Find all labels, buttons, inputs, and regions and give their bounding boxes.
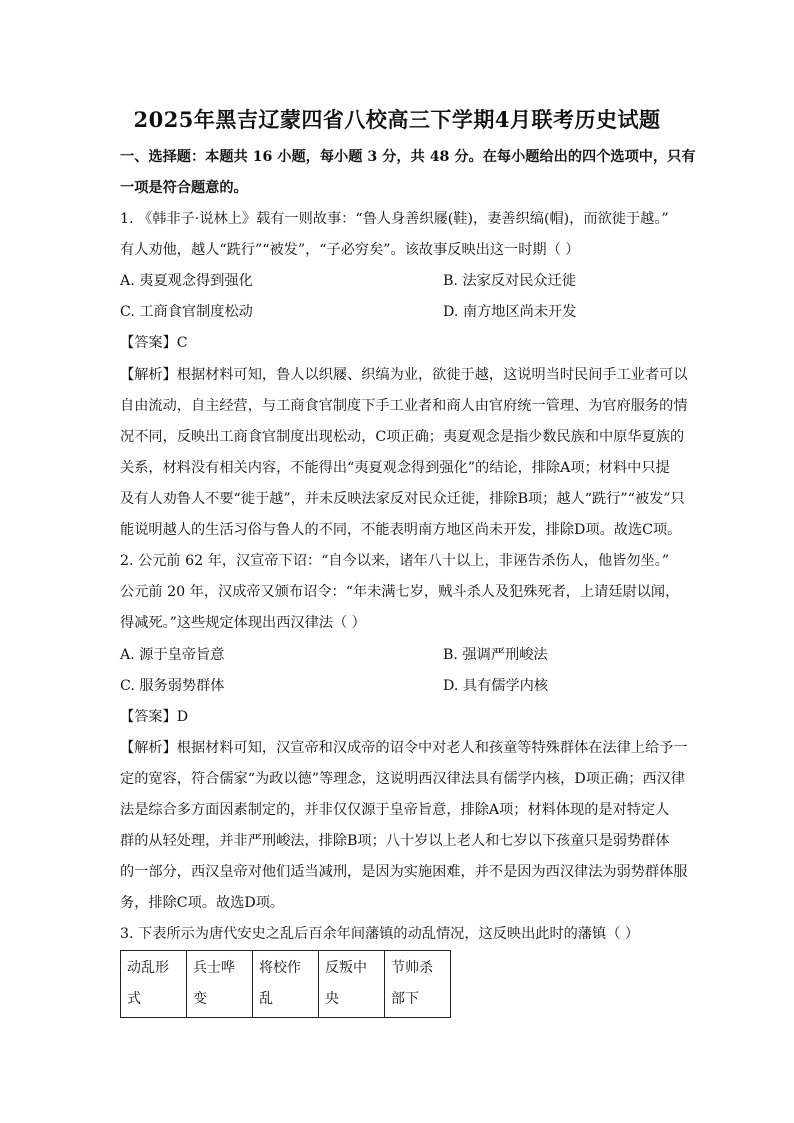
q2-answer: 【答案】D [120, 709, 189, 725]
section-header-line1: 一、选择题：本题共 16 小题，每小题 3 分，共 48 分。在每小题给出的四个选项中，只有 [120, 149, 696, 165]
q1-answer: 【答案】C [120, 335, 188, 351]
q1-analysis-line: 及有人劝鲁人不要“徙于越”，并未反映法家反对民众迁徙，排除B项；越人“跣行”“被发”只 [120, 491, 685, 507]
q2-analysis-line: 法是综合多方面因素制定的，并非仅仅源于皇帝旨意，排除A项；材料体现的是对特定人 [120, 802, 670, 818]
q1-analysis-line: 关系，材料没有相关内容，不能得出“夷夏观念得到强化”的结论，排除A项；材料中只提 [120, 460, 670, 476]
q3-table [120, 950, 451, 1018]
table-cell: 节帅杀部下 [385, 951, 451, 1018]
table-cell: 兵士哗变 [187, 951, 253, 1018]
q2-stem-line1: 2. 公元前 62 年，汉宣帝下诏：“自今以来，诸年八十以上，非诬告杀伤人，他皆勿坐。” [120, 553, 670, 569]
table-cell: 动乱形式 [121, 951, 187, 1018]
table-cell: 反叛中央 [319, 951, 385, 1018]
q2-option-c: C. 服务弱势群体 [120, 678, 225, 694]
q1-stem-line1: 1. 《韩非子·说林上》载有一则故事：“鲁人身善织屦(鞋)，妻善织缟(帽)，而欲徙于越。” [120, 211, 669, 227]
page-title: 2025年黑吉辽蒙四省八校高三下学期4月联考历史试题 [133, 107, 661, 132]
q2-option-b: B. 强调严刑峻法 [443, 647, 548, 663]
table-cell: 将校作乱 [253, 951, 319, 1018]
q1-analysis-line: 【解析】根据材料可知，鲁人以织屦、织缟为业，欲徙于越，这说明当时民间手工业者可以 [120, 367, 688, 383]
q2-analysis-line: 的一部分，西汉皇帝对他们适当减刑，是因为实施困难，并不是因为西汉律法为弱势群体服 [120, 864, 688, 880]
q1-analysis-line: 况不同，反映出工商食官制度出现松动，C项正确；夷夏观念是指少数民族和中原华夏族的 [120, 429, 685, 445]
q2-stem-line3: 得减死。”这些规定体现出西汉律法（ ） [120, 615, 366, 631]
q3-stem: 3. 下表所示为唐代安史之乱后百余年间藩镇的动乱情况，这反映出此时的藩镇（ ） [120, 926, 640, 942]
q2-analysis-line: 【解析】根据材料可知，汉宣帝和汉成帝的诏令中对老人和孩童等特殊群体在法律上给予一 [120, 740, 688, 756]
q1-option-a: A. 夷夏观念得到强化 [120, 273, 253, 289]
q2-stem-line2: 公元前 20 年，汉成帝又颁布诏令：“年未满七岁，贼斗杀人及犯殊死者，上请廷尉以闻， [120, 584, 680, 600]
q2-analysis-line: 定的宽容，符合儒家“为政以德”等理念，这说明西汉律法具有儒学内核，D项正确；西汉律 [120, 771, 686, 787]
q2-option-a: A. 源于皇帝旨意 [120, 647, 225, 663]
q1-option-c: C. 工商食官制度松动 [120, 304, 253, 320]
q1-option-b: B. 法家反对民众迁徙 [443, 273, 576, 289]
q1-stem-line2: 有人劝他，越人“跣行”“被发”，“子必穷矣”。该故事反映出这一时期（ ） [120, 242, 580, 258]
q2-option-d: D. 具有儒学内核 [443, 678, 549, 694]
section-header-line2: 一项是符合题意的。 [120, 180, 248, 196]
q1-analysis-line: 自由流动，自主经营，与工商食官制度下手工业者和商人由官府统一管理、为官府服务的情 [120, 398, 688, 414]
q2-analysis-line: 群的从轻处理，并非严刑峻法，排除B项；八十岁以上老人和七岁以下孩童只是弱势群体 [120, 833, 670, 849]
q1-analysis-line: 能说明越人的生活习俗与鲁人的不同，不能表明南方地区尚未开发，排除D项。故选C项。 [120, 522, 682, 538]
q1-option-d: D. 南方地区尚未开发 [443, 304, 577, 320]
q2-analysis-line: 务，排除C项。故选D项。 [120, 895, 285, 911]
table-row [121, 951, 451, 1018]
